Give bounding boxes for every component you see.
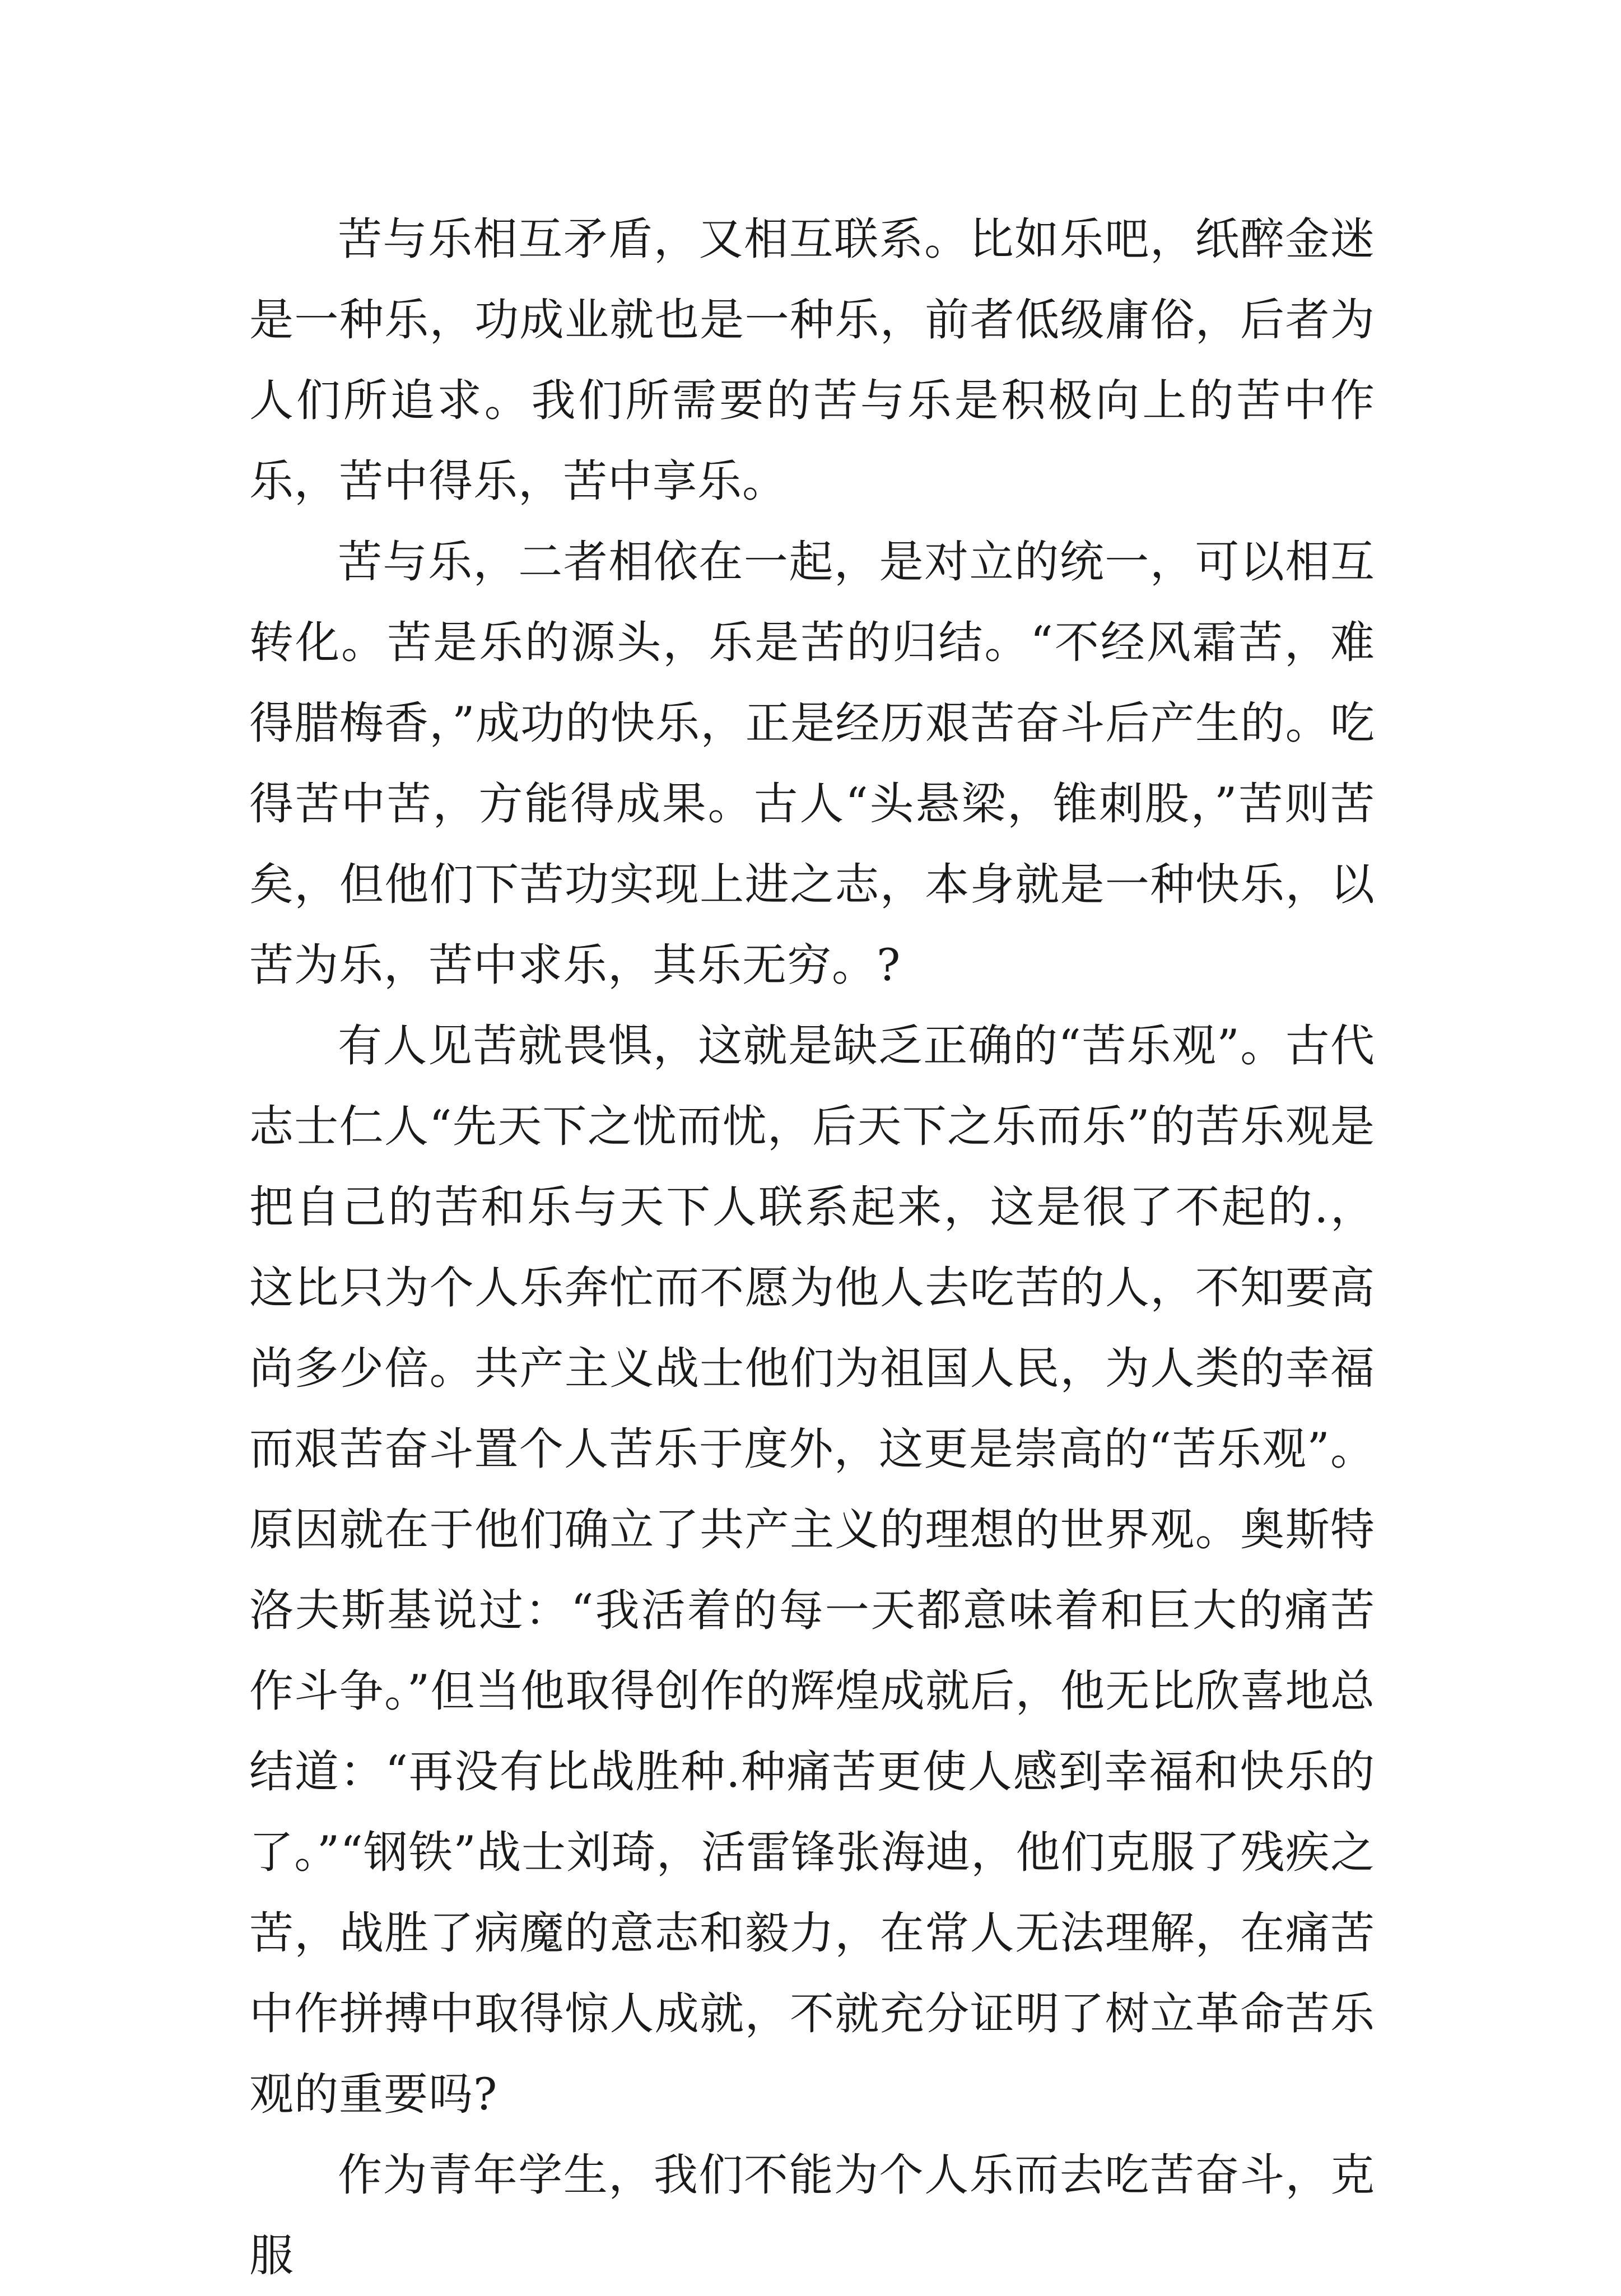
paragraph-3: 有人见苦就畏惧，这就是缺乏正确的“苦乐观”。古代志士仁人“先天下之忧而忧，后天下之乐而乐”的苦乐观是把自己的苦和乐与天下人联系起来，这是很了不起的.，这比只为个人乐奔忙而不愿为他人去吃苦的人，不知要高尚多少倍。共产主义战士他们为祖国人民，为人类的幸福而艰苦奋斗置个人苦乐于度外，这更是崇高的“苦乐观”。原因就在于他们确立了共产主义的理想的世界观。奥斯特洛夫斯基说过：“我活着的每一天都意味着和巨大的痛苦作斗争。”但当他取得创作的辉煌成就后，他无比欣喜地总结道：“再没有比战胜种.种痛苦更使人感到幸福和快乐的了。”“钢铁”战士刘琦，活雷锋张海迪，他们克服了残疾之苦，战胜了病魔的意志和毅力，在常人无法理解，在痛苦中作拼搏中取得惊人成就，不就充分证明了树立革命苦乐观的重要吗?	[249, 1020, 1375, 2120]
document-body	[249, 199, 1375, 2296]
paragraph-2: 苦与乐，二者相依在一起，是对立的统一，可以相互转化。苦是乐的源头，乐是苦的归结。“不经风霜苦，难得腊梅香，”成功的快乐，正是经历艰苦奋斗后产生的。吃得苦中苦，方能得成果。古人“头悬梁，锥刺股，”苦则苦矣，但他们下苦功实现上进之志，本身就是一种快乐，以苦为乐，苦中求乐，其乐无穷。?	[249, 536, 1375, 991]
paragraph-4: 作为青年学生，我们不能为个人乐而去吃苦奋斗，克服	[249, 2149, 1375, 2281]
paragraph-1: 苦与乐相互矛盾，又相互联系。比如乐吧，纸醉金迷是一种乐，功成业就也是一种乐，前者低级庸俗，后者为人们所追求。我们所需要的苦与乐是积极向上的苦中作乐，苦中得乐，苦中享乐。	[249, 213, 1375, 507]
